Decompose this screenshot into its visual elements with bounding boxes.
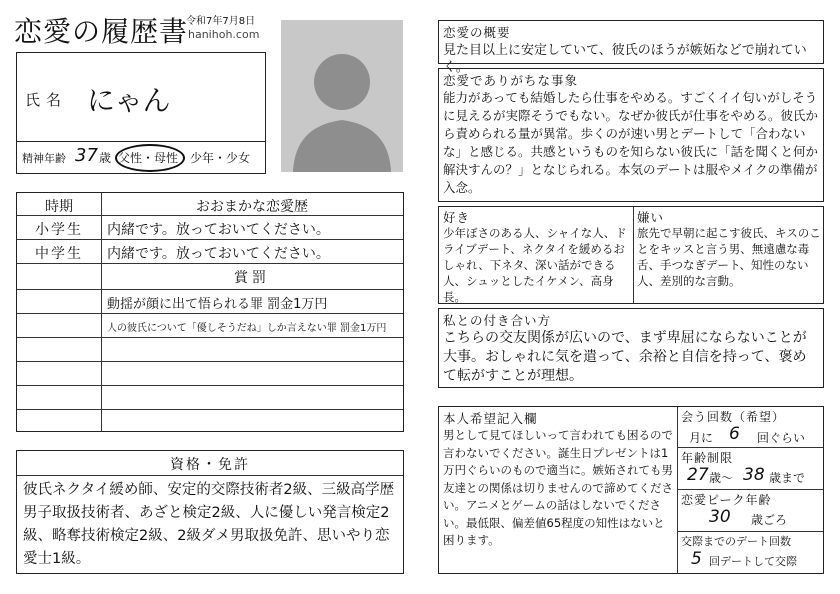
history-header: おおまかな恋愛歴	[196, 199, 308, 215]
overview-label: 恋愛の概要	[443, 25, 511, 40]
overview-text: 見た目以上に安定していて、彼氏のほうが嫉妬などで崩れていく。	[443, 43, 807, 75]
events-text: 能力があっても結婚したら仕事をやめる。すごくイイ匂いがしそうに見えるが実際そうでもない。なぜか彼氏が仕事をやめる。彼氏から責められる量が異常。歩くのが速い男とデートして「合わないな」と感じる。共感というものを知らない彼氏に「話を聞くと何か解決すんの？」となじられる。本気のデートは服やメイクの準備が入念。	[443, 90, 819, 195]
overview-box	[438, 20, 824, 75]
dates-suffix: 回デートして交際	[709, 555, 797, 568]
wishes-stats-box	[438, 406, 824, 574]
person-silhouette-icon	[281, 20, 403, 172]
type-selected-circle	[115, 144, 185, 172]
dates-value: 5	[691, 549, 702, 569]
period-header: 時期	[45, 199, 73, 215]
period-cell: 中学生	[35, 246, 83, 262]
rewards-header: 賞罰	[234, 270, 270, 286]
peak-value: 30	[709, 507, 731, 527]
events-label: 恋愛でありがちな事象	[443, 73, 579, 88]
profile-box	[16, 52, 266, 174]
history-cell: 内緒です。放っておいてください。	[107, 222, 330, 238]
dislikes-label: 嫌い	[637, 210, 665, 225]
document-title: 恋愛の履歴書	[14, 15, 189, 48]
reward-item: 人の彼氏について「優しそうだね」しか言えない罪 罰金1万円	[107, 323, 387, 334]
events-box	[438, 68, 824, 202]
license-title: 資格・免許	[170, 457, 250, 473]
reward-item: 動揺が顔に出て悟られる罪 罰金1万円	[107, 297, 328, 312]
age-limit-label: 年齢制限	[681, 451, 734, 465]
dates-label: 交際までのデート回数	[681, 535, 791, 548]
name-value: にゃん	[87, 84, 171, 117]
license-box	[16, 450, 404, 574]
peak-label: 恋愛ピーク年齢	[681, 493, 772, 507]
age-suffix: 歳まで	[769, 471, 806, 485]
peak-suffix: 歳ごろ	[751, 513, 788, 527]
age-min: 27	[687, 465, 709, 485]
age-label: 精神年齢	[22, 152, 66, 165]
wishes-text: 男として見てほしいって言われても困るので言わないでください。誕生日プレゼントは1万円ぐらいのもので適当に。嫉妬されても男友達との関係は切りませんので諦めてください。アニメとゲームの話はしないでください。最低限、偏差値65程度の知性はないと困ります。	[443, 428, 673, 547]
likes-dislikes-box	[438, 206, 824, 304]
profile-photo	[281, 20, 403, 172]
likes-label: 好き	[443, 210, 471, 225]
dislikes-text: 旅先で早朝に起こす彼氏、キスのことをキッスと言う男、無遠慮な毒舌、手つなぎデート、知性のない人、差別的な言動。	[637, 226, 821, 288]
age-mid: 歳～	[709, 471, 734, 485]
name-label: 氏名	[25, 91, 68, 109]
profile-divider	[17, 141, 265, 142]
relationship-box	[438, 308, 824, 388]
age-max: 38	[743, 465, 765, 485]
age-unit: 歳	[99, 151, 112, 165]
likes-divider	[633, 207, 634, 303]
meet-prefix: 月に	[689, 431, 714, 445]
likes-text: 少年ぼさのある人、シャイな人、ドライブデート、ネクタイを緩めるおしゃれ、下ネタ、深い話ができる人、シュッとしたイケメン、高身長。	[443, 226, 627, 304]
history-table	[16, 192, 404, 432]
relationship-text: こちらの交友関係が広いので、まず卑屈にならないことが大事。おしゃれに気を遣って、余裕と自信を持って、褒めて転がすことが理想。	[443, 330, 807, 384]
relationship-label: 私との付き合い方	[443, 313, 552, 328]
period-cell: 小学生	[35, 222, 83, 238]
meet-suffix: 回ぐらい	[757, 431, 806, 445]
type-options: 父性・母性・少年・少女	[118, 151, 251, 165]
document-date: 令和7年7月8日	[186, 16, 256, 27]
history-cell: 内緒です。放っておいてください。	[107, 246, 330, 262]
meet-value: 6	[729, 424, 740, 444]
meet-label: 会う回数（希望）	[681, 410, 786, 424]
wishes-label: 本人希望記入欄	[443, 411, 538, 426]
wishes-divider	[677, 407, 678, 573]
age-value: 37	[75, 145, 98, 166]
site-url: hanihoh.com	[188, 28, 260, 41]
license-text: 彼氏ネクタイ緩め師、安定的交際技術者2級、三級高学歴男子取扱技術者、あざと検定2級、人に優しい発言検定2級、略奪技術検定2級、2級ダメ男取扱免許、思いやり恋愛士1級。	[23, 482, 395, 567]
